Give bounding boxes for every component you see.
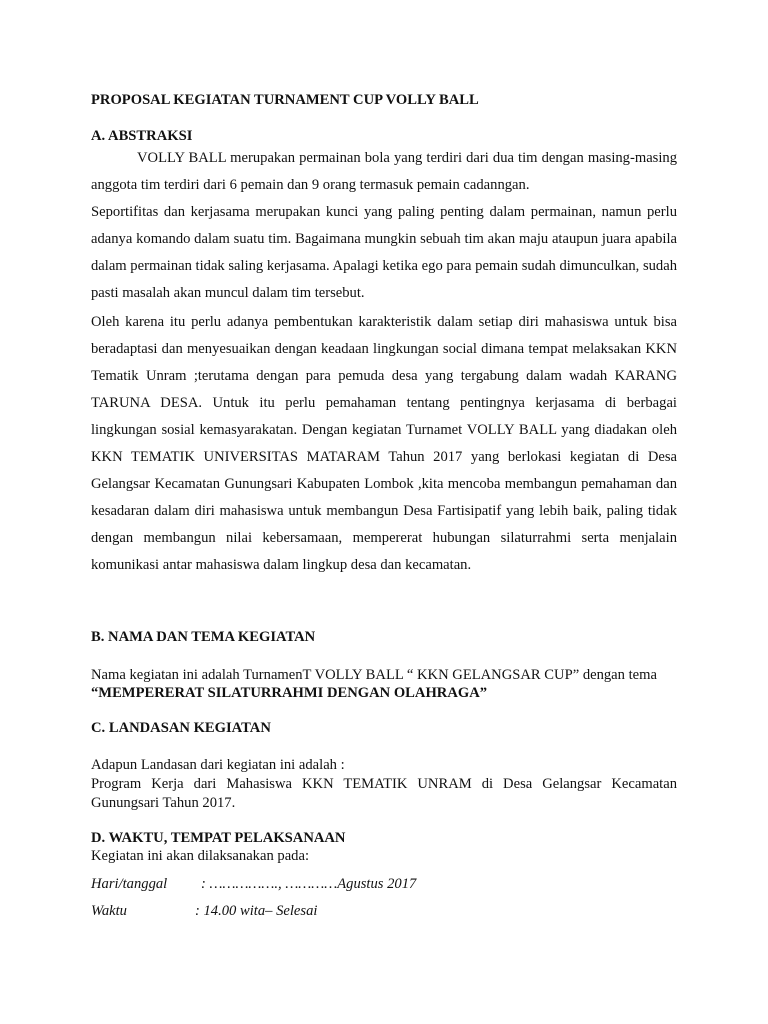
section-b-theme: “MEMPERERAT SILATURRAHMI DENGAN OLAHRAGA” bbox=[91, 685, 488, 701]
section-d-heading: D. WAKTU, TEMPAT PELAKSANAAN bbox=[91, 830, 346, 846]
schedule-value-date: : ……………., …………Agustus 2017 bbox=[201, 876, 417, 892]
schedule-label-date: Hari/tanggal bbox=[91, 876, 168, 892]
schedule-value-time: : 14.00 wita– Selesai bbox=[195, 903, 318, 919]
section-b-heading: B. NAMA DAN TEMA KEGIATAN bbox=[91, 629, 316, 645]
section-c-line-2: Program Kerja dari Mahasiswa KKN TEMATIK UNRAM di Desa Gelangsar Kecamatan Gunungsari Tahun 2017. bbox=[91, 776, 677, 811]
schedule-label-time: Waktu bbox=[91, 903, 127, 919]
section-a-heading: A. ABSTRAKSI bbox=[91, 128, 193, 144]
document-title: PROPOSAL KEGIATAN TURNAMENT CUP VOLLY BALL bbox=[91, 92, 479, 108]
schedule-row-date bbox=[91, 876, 416, 893]
section-c-line-1: Adapun Landasan dari kegiatan ini adalah : bbox=[91, 757, 345, 773]
section-a-paragraph-2: Seportifitas dan kerjasama merupakan kunci yang paling penting dalam permainan, namun perlu adanya komando dalam suatu tim. Bagaimana mungkin sebuah tim akan maju ataupun juara apabila dalam permainan tidak saling kerjasama. Apalagi ketika ego para pemain sudah dimunculkan, sudah pasti masalah akan muncul dalam tim tersebut. bbox=[91, 204, 677, 301]
section-c-heading: C. LANDASAN KEGIATAN bbox=[91, 720, 271, 736]
section-a-paragraph-3: Oleh karena itu perlu adanya pembentukan karakteristik dalam setiap diri mahasiswa untuk bisa beradaptasi dan menyesuaikan dengan keadaan lingkungan social dimana tempat melaksakan KKN Tematik Unram ;terutama dengan para pemuda desa yang tergabung dalam wadah KARANG TARUNA DESA. Untuk itu perlu pemahaman tentang pentingnya kerjasama di berbagai lingkungan sosial kemasyarakatan. Dengan kegiatan Turnamet VOLLY BALL yang diadakan oleh KKN TEMATIK UNIVERSITAS MATARAM Tahun 2017 yang berlokasi kegiatan di Desa Gelangsar Kecamatan Gunungsari Kabupaten Lombok ,kita mencoba membangun pemahaman dan kesadaran dalam diri mahasiswa untuk membangun Desa Fartisipatif yang lebih baik, paling tidak dengan membangun nilai kebersamaan, mempererat hubungan silaturrahmi serta menjalain komunikasi antar mahasiswa dalam lingkup desa dan kecamatan. bbox=[91, 314, 677, 573]
section-a-paragraph-1: VOLLY BALL merupakan permainan bola yang terdiri dari dua tim dengan masing-masing anggota tim terdiri dari 6 pemain dan 9 orang termasuk pemain cadanngan. bbox=[91, 150, 677, 193]
section-b-text: Nama kegiatan ini adalah TurnamenT VOLLY BALL “ KKN GELANGSAR CUP” dengan tema bbox=[91, 667, 657, 683]
schedule-row-time bbox=[91, 903, 317, 920]
section-d-intro: Kegiatan ini akan dilaksanakan pada: bbox=[91, 848, 310, 864]
